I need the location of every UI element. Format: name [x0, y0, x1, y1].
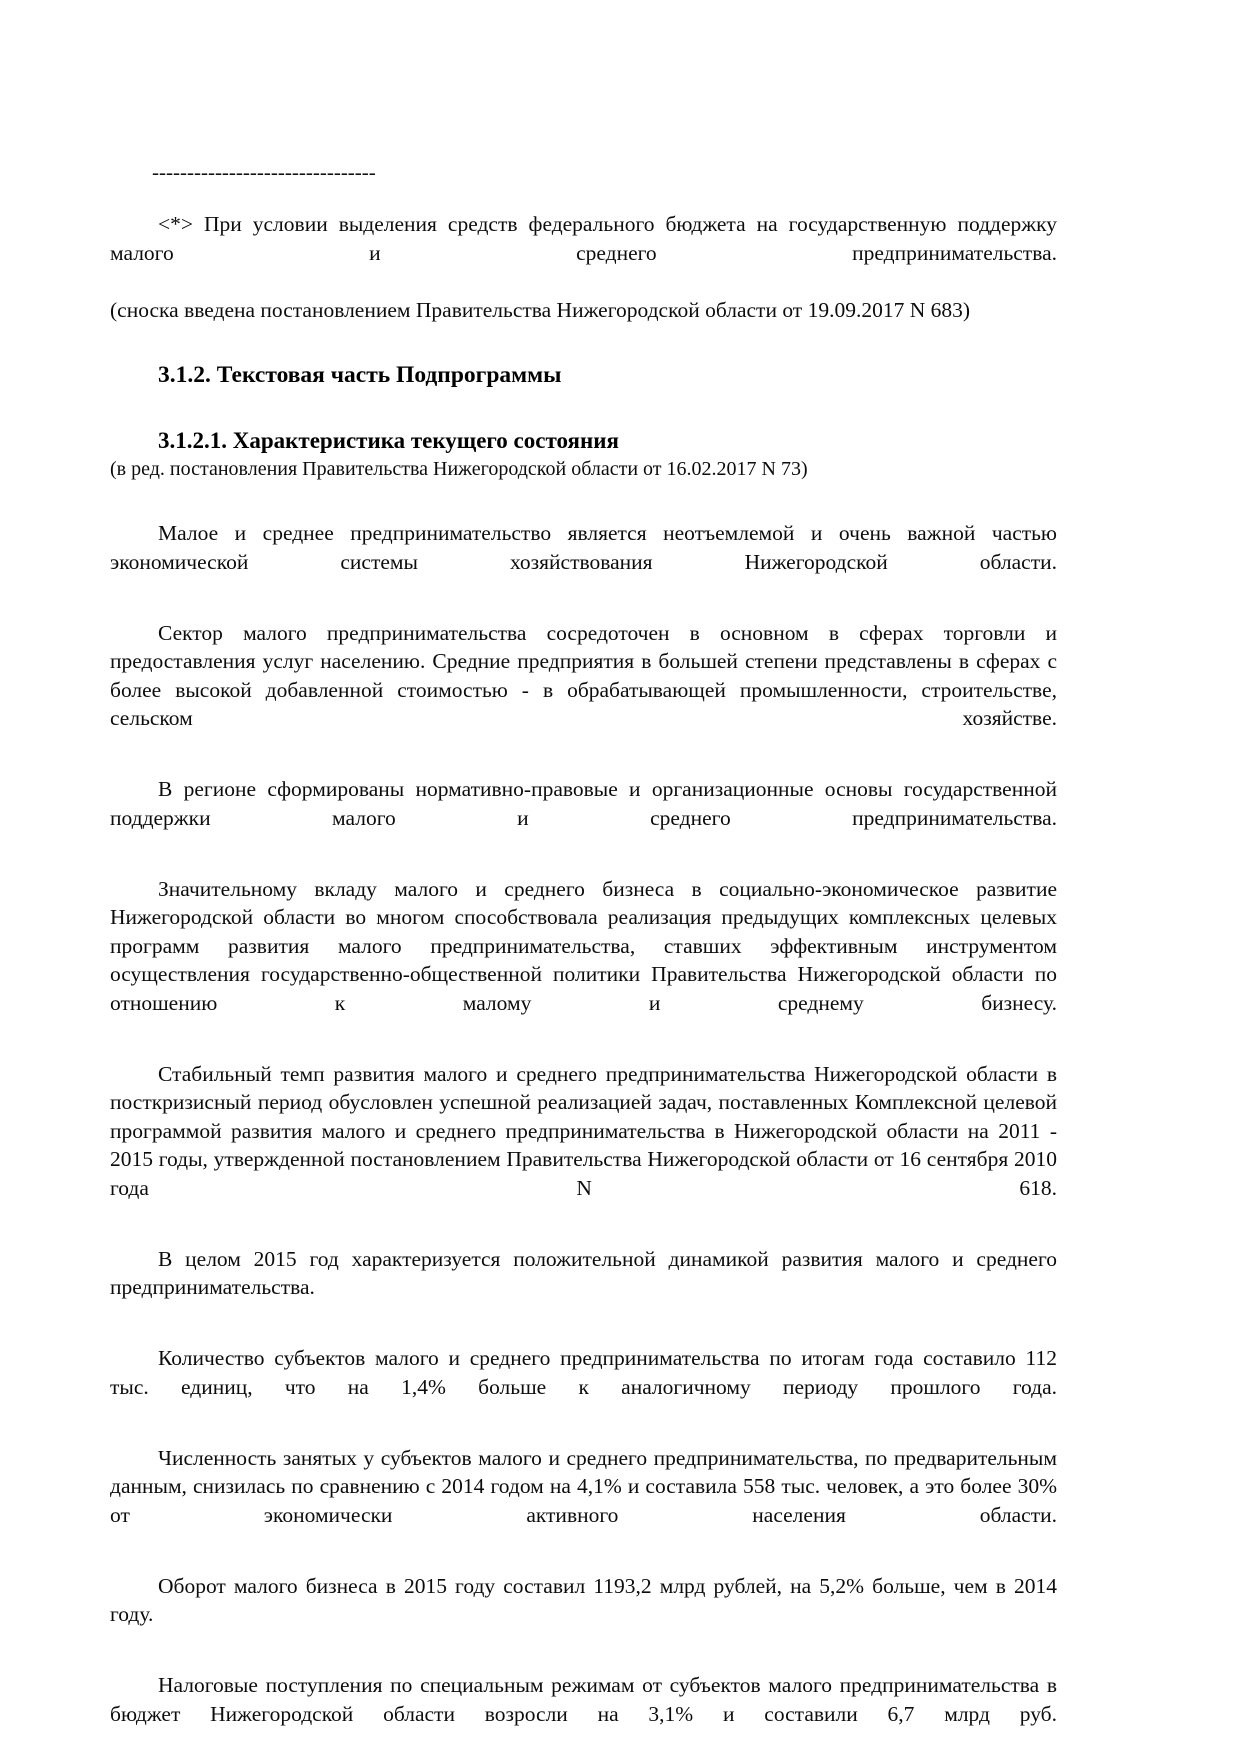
spacer — [110, 1231, 1057, 1245]
spacer — [110, 1430, 1057, 1444]
paragraph-10: Налоговые поступления по специальным режимам от субъектов малого предпринимательства в бюджет Нижегородской области возросли на 3,1% и составили 6,7 млрд руб. — [110, 1673, 1057, 1726]
paragraph-9: Оборот малого бизнеса в 2015 году составил 1193,2 млрд рублей, на 5,2% больше, чем в 2014 году. — [110, 1573, 1057, 1626]
spacer — [110, 184, 1057, 210]
spacer — [110, 605, 1057, 619]
paragraph-7: Количество субъектов малого и среднего предпринимательства по итогам года составило 112 тыс. единиц, что на 1,4% больше к аналогичному периоду прошлого года. — [110, 1346, 1057, 1399]
paragraph-4: Значительному вкладу малого и среднего бизнеса в социально-экономическое развитие Нижегородской области во многом способствовала реализация предыдущих комплексных целевых программ развития малого предпринимательства, ставших эффективным инструментом осуществления государственно-общественной политики Правительства Нижегородской области по отношению к малому и среднему бизнесу. — [110, 876, 1057, 1015]
spacer — [110, 1046, 1057, 1060]
spacer — [110, 324, 1057, 360]
footnote-star: <*> При условии выделения средств федерального бюджета на государственную поддержку малого и среднего предпринимательства. — [110, 212, 1057, 265]
spacer — [110, 861, 1057, 875]
heading-amendment-note: (в ред. постановления Правительства Нижегородской области от 16.02.2017 N 73) — [110, 458, 808, 480]
document-body — [110, 160, 1057, 1757]
footnote-amendment-note: (сноска введена постановлением Правительства Нижегородской области от 19.09.2017 N 683) — [110, 297, 970, 322]
paragraph-2: Сектор малого предпринимательства сосредоточен в основном в сферах торговли и предоставления услуг населению. Средние предприятия в большей степени представлены в сферах с более высокой добавленной стоимостью - в обрабатывающей промышленности, строительстве, сельском хозяйстве. — [110, 620, 1057, 730]
spacer — [110, 1558, 1057, 1572]
separator-dashed-line: -------------------------------- — [152, 160, 376, 184]
spacer — [110, 483, 1057, 519]
paragraph-3: В регионе сформированы нормативно-правовые и организационные основы государственной поддержки малого и среднего предпринимательства. — [110, 777, 1057, 830]
heading-3-1-2: 3.1.2. Текстовая часть Подпрограммы — [158, 362, 562, 388]
paragraph-8: Численность занятых у субъектов малого и среднего предпринимательства, по предварительным данным, снизилась по сравнению с 2014 годом на 4,1% и составила 558 тыс. человек, а это более 30% от экономически активного населения области. — [110, 1445, 1057, 1527]
spacer — [110, 390, 1057, 426]
heading-3-1-2-1: 3.1.2.1. Характеристика текущего состояния — [158, 428, 619, 453]
spacer — [110, 1657, 1057, 1671]
paragraph-1: Малое и среднее предпринимательство является неотъемлемой и очень важной частью экономической системы хозяйствования Нижегородской области. — [110, 521, 1057, 574]
paragraph-5: Стабильный темп развития малого и среднего предпринимательства Нижегородской области в посткризисный период обусловлен успешной реализацией задач, поставленных Комплексной целевой программой развития малого и среднего предпринимательства в Нижегородской области на 2011 - 2015 годы, утвержденной постановлением Правительства Нижегородской области от 16 сентября 2010 года N 618. — [110, 1061, 1057, 1200]
spacer — [110, 1330, 1057, 1344]
spacer — [110, 761, 1057, 775]
paragraph-6: В целом 2015 год характеризуется положительной динамикой развития малого и среднего предпринимательства. — [110, 1246, 1057, 1299]
